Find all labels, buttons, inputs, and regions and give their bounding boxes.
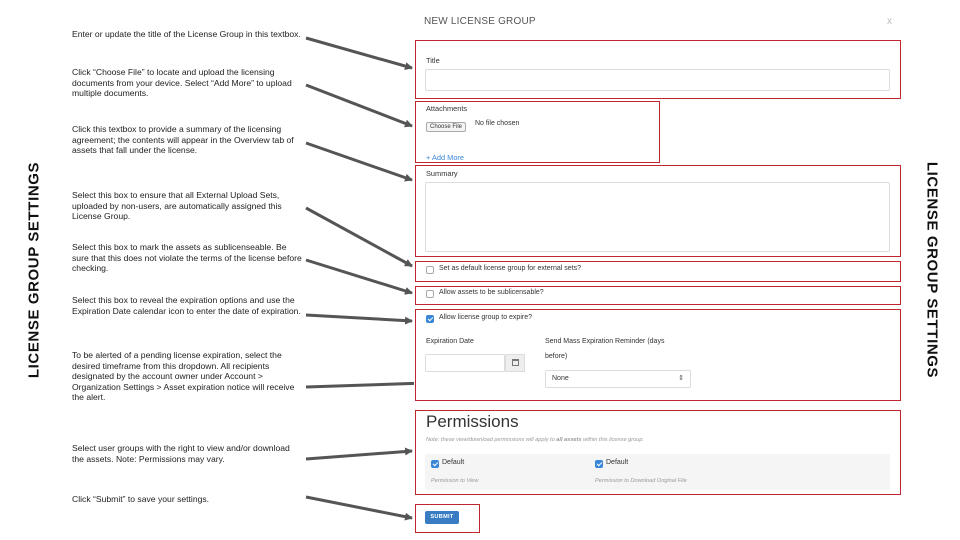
title-input[interactable] (425, 69, 890, 91)
arrow-title (306, 38, 412, 68)
side-title-left: LICENSE GROUP SETTINGS (25, 161, 43, 379)
title-label: Title (426, 56, 440, 65)
arrow-attachments (306, 85, 412, 126)
reminder-label-line2: before) (545, 353, 568, 360)
view-permission-checkbox[interactable] (431, 460, 439, 468)
permissions-row (425, 454, 890, 490)
sublicensable-label: Allow assets to be sublicensable? (439, 289, 544, 296)
annotation-permissions: Select user groups with the right to view and/or download the assets. Note: Permissions may vary. (72, 443, 290, 464)
annotation-summary: Click this textbox to provide a summary of the licensing agreement; the contents will appear in the Overview tab of assets that fall under the license. (72, 124, 294, 156)
permissions-note: Note: these view/download permissions will apply to all assets within this license group. (426, 437, 644, 443)
summary-label: Summary (426, 169, 458, 178)
view-permission-caption: Permission to View (431, 478, 479, 484)
arrow-expire (306, 315, 412, 321)
annotation-reminder: To be alerted of a pending license expiration, select the desired timeframe from this dropdown. All recipients designated by the account owner under Account > Organization Settings > Asset expiration notice will receive the alert. (72, 350, 295, 403)
summary-textarea[interactable] (425, 182, 890, 252)
file-status: No file chosen (475, 120, 520, 127)
annotation-attachments: Click “Choose File” to locate and upload the licensing documents from your device. Select “Add More” to upload multiple documents. (72, 67, 292, 99)
expire-label: Allow license group to expire? (439, 314, 532, 321)
permissions-title: Permissions (426, 412, 519, 431)
modal-title: NEW LICENSE GROUP (424, 16, 536, 27)
default-external-checkbox[interactable] (426, 266, 434, 274)
annotation-sublicensable: Select this box to mark the assets as sublicenseable. Be sure that this does not violate the terms of the license before checking. (72, 242, 302, 274)
annotation-submit: Click “Submit” to save your settings. (72, 494, 210, 504)
calendar-icon[interactable] (505, 354, 525, 372)
annotation-external-sets: Select this box to ensure that all External Upload Sets, uploaded by non-users, are automatically assigned this License Group. (72, 190, 282, 222)
download-permission-caption: Permission to Download Original File (595, 478, 687, 484)
sublicensable-checkbox[interactable] (426, 290, 434, 298)
submit-button[interactable]: SUBMIT (425, 511, 459, 524)
add-more-link[interactable]: + Add More (426, 153, 465, 162)
expiration-date-label: Expiration Date (426, 338, 474, 345)
side-title-right: LICENSE GROUP SETTINGS (923, 161, 941, 379)
reminder-select-value: None (552, 375, 569, 382)
arrow-submit (306, 497, 412, 518)
annotation-title: Enter or update the title of the License Group in this textbox. (72, 29, 301, 39)
arrow-sublicensable (306, 260, 412, 293)
expiration-date-input[interactable] (425, 354, 505, 372)
download-permission-label: Default (606, 459, 629, 466)
close-icon[interactable]: x (887, 16, 892, 27)
expire-checkbox[interactable] (426, 315, 434, 323)
arrow-external-sets (306, 208, 412, 266)
reminder-select[interactable] (545, 370, 691, 388)
select-caret-icon: ⇕ (678, 375, 684, 382)
new-license-group-modal (414, 2, 902, 538)
view-permission-label: Default (442, 459, 465, 466)
default-external-label: Set as default license group for external sets? (439, 265, 582, 272)
reminder-label-line1: Send Mass Expiration Reminder (days (545, 338, 665, 345)
arrow-permissions (306, 451, 412, 459)
attachments-label: Attachments (426, 104, 468, 113)
choose-file-button[interactable]: Choose File (426, 122, 466, 132)
arrow-summary (306, 143, 412, 180)
annotation-expire: Select this box to reveal the expiration options and use the Expiration Date calendar icon to enter the date of expiration. (72, 295, 301, 316)
download-permission-checkbox[interactable] (595, 460, 603, 468)
